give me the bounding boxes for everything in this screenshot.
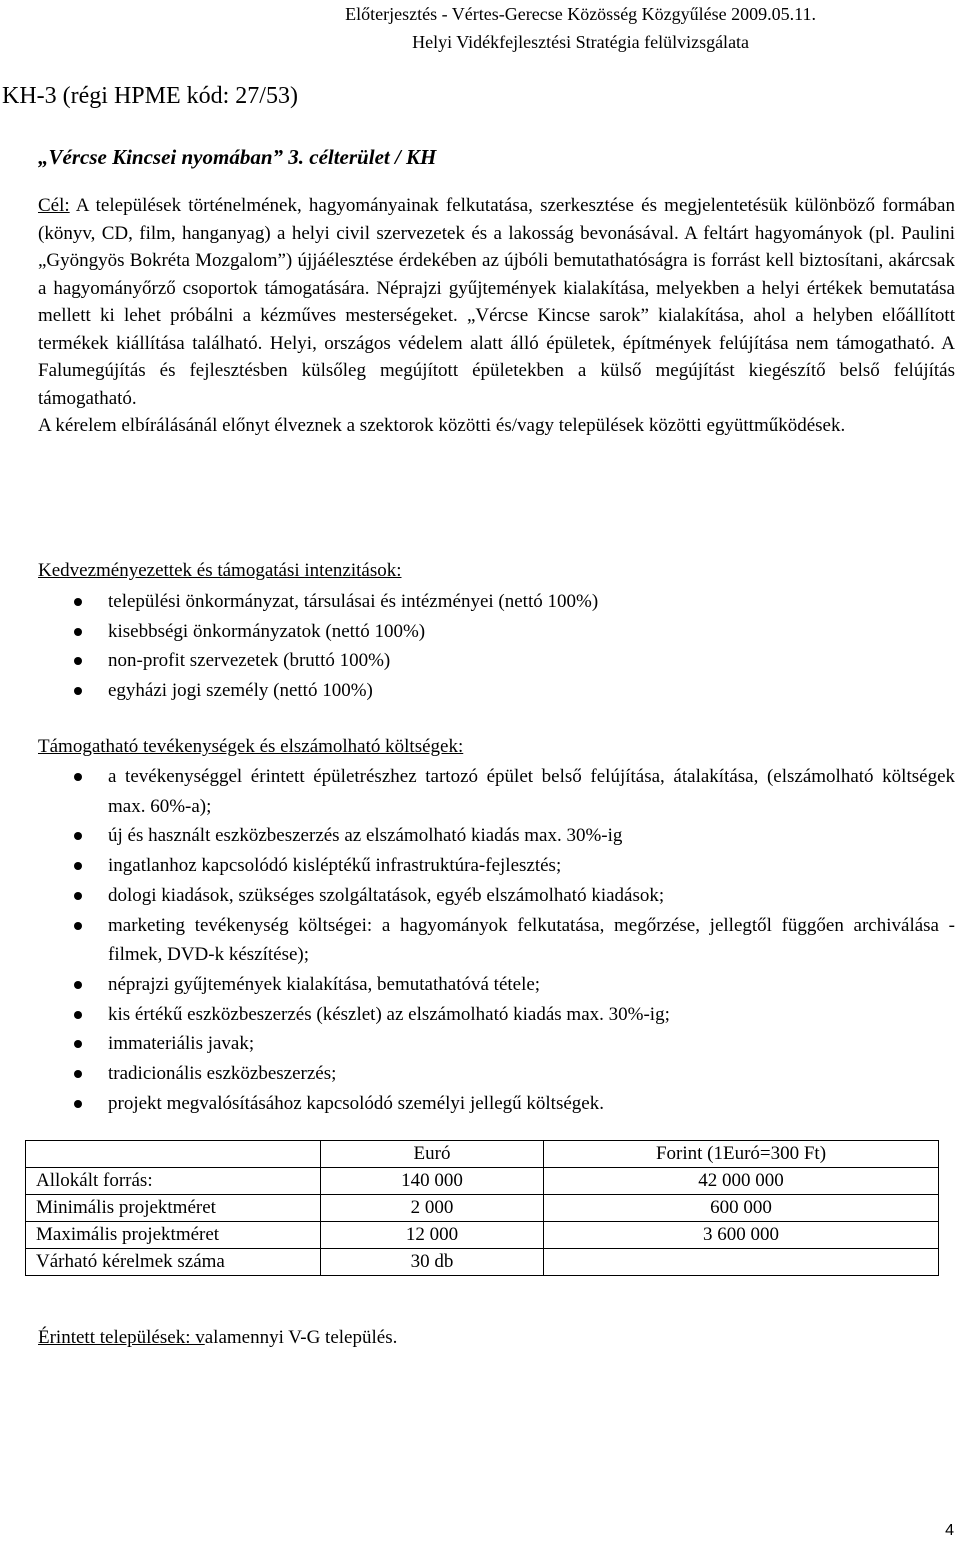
list-item: dologi kiadások, szükséges szolgáltatások, egyéb elszámolható kiadások;	[38, 881, 955, 911]
bullet-icon	[74, 832, 82, 840]
bullet-icon	[74, 981, 82, 989]
table-cell: 600 000	[544, 1195, 939, 1222]
list-item: ingatlanhoz kapcsolódó kisléptékű infrastruktúra-fejlesztés;	[38, 851, 955, 881]
table-cell: Allokált forrás:	[26, 1168, 321, 1195]
list-item: a tevékenységgel érintett épületrészhez tartozó épület belső felújítása, átalakítása, (elszámolható költségek max. 60%-a);	[38, 762, 955, 821]
goal-text: A települések történelmének, hagyományainak felkutatása, szerkesztése és megjelentetésük különböző formában (könyv, CD, film, hanganyag) a helyi civil szervezetek és a lakosság bevonásával. A feltárt hagyományok (pl. Paulini „Gyöngyös Bokréta Mozgalom”) újjáélesztése érdekében az újbóli bemutathatóságra is forrást kell biztosítani, akárcsak a hagyományőrző csoportok támogatására. Néprajzi gyűjtemények kialakítása, melyekben a helyi értékek bemutatása mellett ki lehet próbálni a kézműves mesterségeket. „Vércse Kincse sarok” kialakítása, ahol a helyben előállított termékek kiállítása található. Helyi, országos védelem alatt álló épületek, építmények felújítása nem támogatható. A Falumegújítás és fejlesztésben külsőleg megújított épületekben a külső megújítást kiegészítő belső felújítás támogatható.	[38, 195, 955, 409]
bullet-icon	[74, 1070, 82, 1078]
list-item: települési önkormányzat, társulásai és intézményei (nettó 100%)	[38, 587, 955, 617]
bullet-icon	[74, 773, 82, 781]
affected-settlements	[38, 1324, 397, 1352]
goal-paragraph	[38, 192, 955, 412]
list-item: új és használt eszközbeszerzés az elszámolható kiadás max. 30%-ig	[38, 821, 955, 851]
table-row	[26, 1168, 939, 1195]
goal-section	[38, 192, 955, 440]
table-cell: 30 db	[321, 1249, 544, 1276]
affected-text: alamennyi V-G település.	[204, 1327, 398, 1348]
goal-label: Cél:	[38, 195, 70, 216]
list-item: kisebbségi önkormányzatok (nettó 100%)	[38, 617, 955, 647]
measure-code: KH-3 (régi HPME kód: 27/53)	[2, 83, 298, 109]
bullet-icon	[74, 657, 82, 665]
table-row	[26, 1195, 939, 1222]
list-item: projekt megvalósításához kapcsolódó személyi jellegű költségek.	[38, 1089, 955, 1119]
table-header-cell	[26, 1141, 321, 1168]
table-header-cell: Forint (1Euró=300 Ft)	[544, 1141, 939, 1168]
activities-list	[38, 762, 955, 1118]
table-cell: 3 600 000	[544, 1222, 939, 1249]
measure-subtitle: „Vércse Kincsei nyomában” 3. célterület / KH	[38, 145, 437, 169]
bullet-icon	[74, 1100, 82, 1108]
bullet-icon	[74, 1040, 82, 1048]
header-line-1: Előterjesztés - Vértes-Gerecse Közösség Közgyűlése 2009.05.11.	[345, 4, 816, 24]
list-item: non-profit szervezetek (bruttó 100%)	[38, 646, 955, 676]
table-row	[26, 1222, 939, 1249]
page-header	[345, 0, 816, 56]
bullet-icon	[74, 598, 82, 606]
bullet-icon	[74, 628, 82, 636]
bullet-icon	[74, 1011, 82, 1019]
list-item: immateriális javak;	[38, 1029, 955, 1059]
activities-heading: Támogatható tevékenységek és elszámolható költségek:	[38, 736, 464, 757]
goal-paragraph-2: A kérelem elbírálásánál előnyt élveznek a szektorok közötti és/vagy települések közötti együttműködések.	[38, 415, 846, 436]
bullet-icon	[74, 687, 82, 695]
table-cell: Várható kérelmek száma	[26, 1249, 321, 1276]
table-cell	[544, 1249, 939, 1276]
table-cell: 12 000	[321, 1222, 544, 1249]
table-cell: 2 000	[321, 1195, 544, 1222]
table-cell: Maximális projektméret	[26, 1222, 321, 1249]
table-cell: Minimális projektméret	[26, 1195, 321, 1222]
bullet-icon	[74, 922, 82, 930]
bullet-icon	[74, 892, 82, 900]
list-item: marketing tevékenység költségei: a hagyományok felkutatása, megőrzése, jellegtől függően archiválása - filmek, DVD-k készítése);	[38, 911, 955, 970]
list-item: kis értékű eszközbeszerzés (készlet) az elszámolható kiadás max. 30%-ig;	[38, 1000, 955, 1030]
funding-table	[25, 1140, 939, 1276]
list-item: tradicionális eszközbeszerzés;	[38, 1059, 955, 1089]
table-header-row	[26, 1141, 939, 1168]
bullet-icon	[74, 862, 82, 870]
affected-label: Érintett települések: v	[38, 1327, 205, 1348]
table-header-cell: Euró	[321, 1141, 544, 1168]
table-cell: 42 000 000	[544, 1168, 939, 1195]
table-row	[26, 1249, 939, 1276]
beneficiaries-list	[38, 587, 955, 706]
page-number: 4	[945, 1522, 954, 1539]
header-line-2: Helyi Vidékfejlesztési Stratégia felülvizsgálata	[412, 32, 750, 52]
table-cell: 140 000	[321, 1168, 544, 1195]
beneficiaries-heading: Kedvezményezettek és támogatási intenzitások:	[38, 560, 402, 581]
list-item: egyházi jogi személy (nettó 100%)	[38, 676, 955, 706]
list-item: néprajzi gyűjtemények kialakítása, bemutathatóvá tétele;	[38, 970, 955, 1000]
